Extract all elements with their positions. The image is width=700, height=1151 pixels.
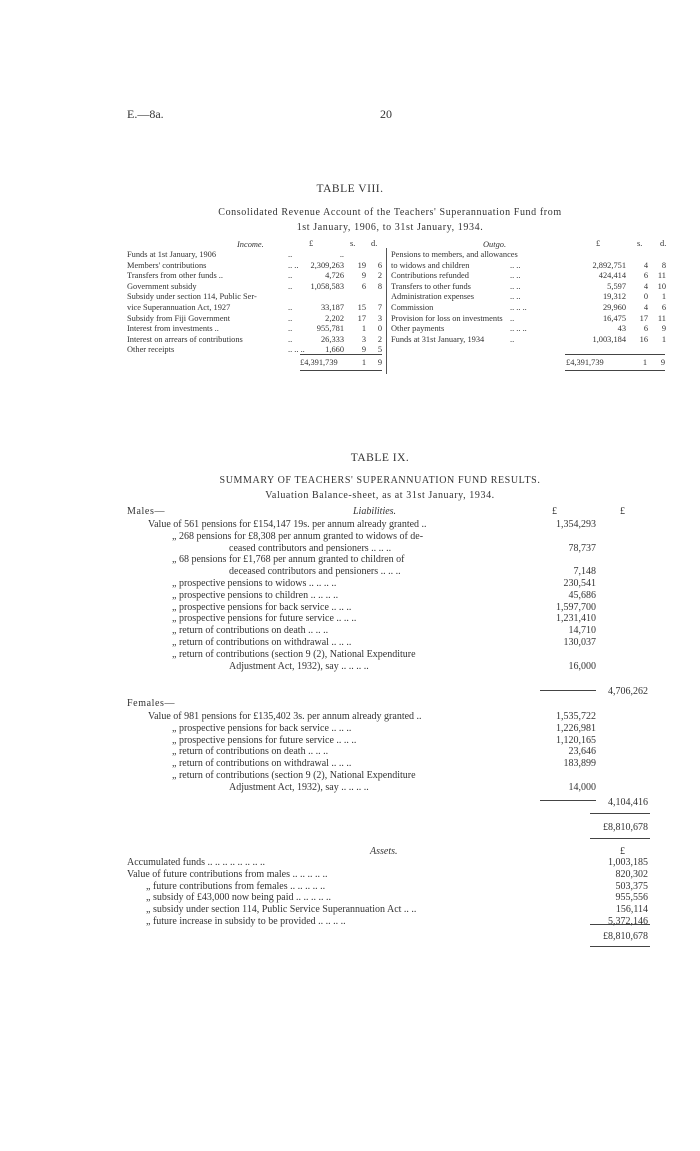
liability-line: ceased contributors and pensioners .. .. .. bbox=[229, 542, 392, 554]
income-col-pounds: £ bbox=[309, 239, 314, 248]
liability-value: 230,541 bbox=[563, 578, 596, 589]
asset-value: 156,114 bbox=[615, 904, 648, 916]
outgo-item-label: Administration expenses bbox=[391, 292, 475, 302]
column-divider bbox=[386, 248, 387, 374]
liability-value: 130,037 bbox=[563, 637, 596, 648]
income-item-pence: 6 bbox=[377, 260, 382, 270]
outgo-total-pence: 9 bbox=[660, 358, 665, 367]
income-item-pence: 3 bbox=[377, 313, 382, 323]
liability-line: „ return of contributions (section 9 (2), National Expenditure bbox=[172, 770, 416, 781]
liability-line: „ return of contributions on withdrawal .. .. .. bbox=[172, 637, 352, 648]
assets-total-double-rule bbox=[590, 946, 650, 947]
liability-value: 23,646 bbox=[568, 746, 596, 758]
liability-value: 78,737 bbox=[568, 542, 596, 554]
income-item-dots: .. bbox=[288, 271, 293, 281]
outgo-item-pence: 1 bbox=[661, 334, 666, 344]
outgo-item-label: to widows and children bbox=[391, 260, 470, 270]
assets-header: Assets. bbox=[370, 846, 398, 857]
outgo-item-pounds: 16,475 bbox=[602, 313, 626, 323]
liability-value: 14,000 bbox=[568, 781, 596, 793]
income-item-label: Other receipts bbox=[127, 345, 175, 355]
income-col-shillings: s. bbox=[350, 239, 356, 248]
income-item-dots: .. bbox=[288, 303, 293, 312]
outgo-item-shillings: 16 bbox=[639, 334, 648, 344]
liability-line: „ return of contributions (section 9 (2), National Expenditure bbox=[172, 648, 416, 660]
outgo-item-shillings: 4 bbox=[643, 260, 648, 270]
table8-subtitle-line2: 1st January, 1906, to 31st January, 1934. bbox=[296, 222, 484, 233]
table9-valuation-subtitle: Valuation Balance-sheet, as at 31st January, 1934. bbox=[265, 490, 495, 501]
income-total-rule bbox=[300, 354, 382, 355]
asset-value: 1,003,185 bbox=[608, 857, 648, 868]
assets-col-header: £ bbox=[620, 846, 625, 857]
outgo-item-shillings: 4 bbox=[643, 303, 648, 312]
income-total-pounds: £4,391,739 bbox=[300, 358, 338, 367]
outgo-item-dots: .. .. .. bbox=[510, 324, 527, 334]
income-col-pence: d. bbox=[371, 239, 378, 248]
outgo-total-shillings: 1 bbox=[642, 358, 647, 367]
outgo-item-shillings: 0 bbox=[643, 292, 648, 302]
outgo-total-rule bbox=[565, 354, 665, 355]
income-item-shillings: 3 bbox=[361, 334, 366, 344]
outgo-item-pounds: 5,597 bbox=[607, 281, 626, 291]
outgo-item-label: Funds at 31st January, 1934 bbox=[391, 334, 485, 344]
asset-label: „ subsidy under section 114, Public Service Superannuation Act .. .. bbox=[146, 904, 417, 916]
income-item-dots: .. bbox=[288, 334, 293, 344]
liabilities-header: Liabilities. bbox=[353, 506, 397, 517]
outgo-item-shillings: 6 bbox=[643, 271, 648, 281]
income-item-label: Members' contributions bbox=[127, 260, 207, 270]
liability-line: „ prospective pensions for future service .. .. .. bbox=[172, 613, 357, 625]
asset-label: Accumulated funds .. .. .. .. .. .. .. .. bbox=[127, 857, 266, 868]
asset-label: „ future contributions from females .. .. .. .. .. bbox=[146, 880, 326, 892]
liability-line: „ prospective pensions for back service .. .. .. bbox=[172, 722, 352, 734]
males-label: Males— bbox=[127, 506, 166, 517]
income-item-pounds: 2,202 bbox=[325, 313, 344, 323]
liability-value: 14,710 bbox=[568, 625, 596, 637]
outgo-item-pence: 10 bbox=[657, 281, 666, 291]
outgo-item-pence: 11 bbox=[657, 313, 666, 323]
liabilities-total-double-rule bbox=[590, 838, 650, 839]
income-item-shillings: 1 bbox=[361, 324, 366, 334]
liability-line: „ prospective pensions for future service .. .. .. bbox=[172, 734, 357, 746]
liability-line: deceased contributors and pensioners .. .. .. bbox=[229, 566, 401, 578]
outgo-item-label: Pensions to members, and allowances bbox=[391, 250, 518, 259]
liabilities-total: £8,810,678 bbox=[603, 822, 648, 833]
liability-line: Adjustment Act, 1932), say .. .. .. .. bbox=[229, 781, 369, 793]
income-item-dots: .. .. .. bbox=[288, 345, 305, 355]
asset-label: „ future increase in subsidy to be provided .. .. .. .. bbox=[146, 916, 346, 927]
liability-value: 45,686 bbox=[568, 589, 596, 601]
outgo-header: Outgo. bbox=[483, 240, 507, 249]
table8-title: TABLE VIII. bbox=[316, 183, 384, 195]
income-item-dots: .. .. bbox=[288, 260, 299, 270]
asset-label: Value of future contributions from males .. .. .. .. .. bbox=[127, 868, 328, 880]
table9-title: TABLE IX. bbox=[350, 452, 410, 464]
table8-subtitle-line1: Consolidated Revenue Account of the Teachers' Superannuation Fund from bbox=[218, 207, 562, 218]
females-total: 4,104,416 bbox=[608, 797, 648, 808]
liability-line: „ 68 pensions for £1,768 per annum granted to children of bbox=[172, 554, 405, 566]
females-subtotal-rule bbox=[540, 800, 596, 801]
outgo-item-dots: .. .. bbox=[510, 281, 521, 291]
outgo-item-pounds: 1,003,184 bbox=[592, 334, 626, 344]
outgo-item-dots: .. .. bbox=[510, 271, 521, 281]
income-item-dots: .. bbox=[288, 324, 293, 334]
income-item-dots: .. bbox=[288, 250, 293, 259]
outgo-item-dots: .. bbox=[510, 313, 515, 323]
income-item-pounds: 33,187 bbox=[320, 303, 344, 312]
income-item-pence: 8 bbox=[377, 281, 382, 291]
assets-total: £8,810,678 bbox=[603, 931, 648, 942]
income-item-label: Funds at 1st January, 1906 bbox=[127, 250, 217, 259]
income-item-pounds: 4,726 bbox=[325, 271, 344, 281]
outgo-item-dots: .. .. bbox=[510, 260, 521, 270]
asset-label: „ subsidy of £43,000 now being paid .. .. .. .. .. bbox=[146, 892, 331, 904]
outgo-item-label: Transfers to other funds bbox=[391, 281, 471, 291]
income-item-pence: 7 bbox=[377, 303, 382, 312]
outgo-item-pounds: 43 bbox=[617, 324, 626, 334]
income-item-label: vice Superannuation Act, 1927 bbox=[127, 303, 231, 312]
income-item-pence: 0 bbox=[377, 324, 382, 334]
col2-pounds-header: £ bbox=[620, 506, 625, 517]
income-item-label: Subsidy under section 114, Public Ser- bbox=[127, 292, 257, 302]
income-header: Income. bbox=[237, 240, 264, 249]
income-item-shillings: 17 bbox=[357, 313, 366, 323]
income-item-pounds: 26,333 bbox=[320, 334, 344, 344]
page-reference: E.—8a. bbox=[127, 107, 164, 121]
outgo-item-pence: 8 bbox=[661, 260, 666, 270]
income-item-label: Interest from investments .. bbox=[127, 324, 219, 334]
income-total-shillings: 1 bbox=[361, 358, 366, 367]
income-item-shillings: 9 bbox=[361, 345, 366, 355]
outgo-item-pounds: 2,892,751 bbox=[592, 260, 626, 270]
outgo-item-pence: 9 bbox=[661, 324, 666, 334]
table9-subtitle: SUMMARY OF TEACHERS' SUPERANNUATION FUND RESULTS. bbox=[219, 475, 541, 486]
outgo-item-pence: 6 bbox=[661, 303, 666, 312]
liability-line: Value of 561 pensions for £154,147 19s. per annum already granted .. bbox=[148, 519, 427, 530]
outgo-item-pounds: 424,414 bbox=[598, 271, 626, 281]
income-item-pounds: 1,660 bbox=[325, 345, 344, 355]
income-item-label: Subsidy from Fiji Government bbox=[127, 313, 231, 323]
outgo-item-pounds: 19,312 bbox=[602, 292, 626, 302]
income-item-label: Government subsidy bbox=[127, 281, 197, 291]
outgo-item-label: Other payments bbox=[391, 324, 445, 334]
outgo-item-dots: .. .. bbox=[510, 292, 521, 302]
outgo-item-label: Commission bbox=[391, 303, 434, 312]
liability-value: 1,226,981 bbox=[556, 722, 596, 734]
females-label: Females— bbox=[127, 698, 176, 709]
liability-line: „ return of contributions on death .. .. .. bbox=[172, 625, 329, 637]
income-item-pounds: 955,781 bbox=[316, 324, 344, 334]
liability-value: 1,535,722 bbox=[556, 711, 596, 722]
assets-total-rule bbox=[590, 924, 650, 925]
asset-value: 955,556 bbox=[615, 892, 648, 904]
liability-value: 1,597,700 bbox=[556, 601, 596, 613]
income-item-pence: 2 bbox=[377, 334, 382, 344]
col1-pounds-header: £ bbox=[552, 506, 557, 517]
income-item-shillings: 9 bbox=[361, 271, 366, 281]
income-item-pence: 5 bbox=[377, 345, 382, 355]
asset-value: 503,375 bbox=[615, 880, 648, 892]
outgo-col-shillings: s. bbox=[637, 239, 643, 248]
males-total: 4,706,262 bbox=[608, 686, 648, 697]
income-item-dots: .. bbox=[288, 281, 293, 291]
outgo-item-pence: 11 bbox=[657, 271, 666, 281]
liability-value: 1,231,410 bbox=[556, 613, 596, 625]
liability-value: 16,000 bbox=[568, 660, 596, 672]
outgo-total-pounds: £4,391,739 bbox=[566, 358, 604, 367]
outgo-item-shillings: 4 bbox=[643, 281, 648, 291]
liability-value: 1,120,165 bbox=[556, 734, 596, 746]
outgo-total-double-rule bbox=[565, 370, 665, 371]
asset-value: 5,372,146 bbox=[608, 916, 648, 927]
outgo-item-shillings: 17 bbox=[639, 313, 648, 323]
liability-line: „ return of contributions on withdrawal .. .. .. bbox=[172, 758, 352, 770]
income-item-pounds: .. bbox=[339, 250, 344, 259]
income-item-pounds: 1,058,583 bbox=[310, 281, 344, 291]
income-item-pounds: 2,309,263 bbox=[310, 260, 344, 270]
liability-line: „ prospective pensions to widows .. .. .. .. bbox=[172, 578, 337, 589]
liability-value: 7,148 bbox=[573, 566, 596, 578]
outgo-col-pence: d. bbox=[660, 239, 667, 248]
income-item-shillings: 6 bbox=[361, 281, 366, 291]
outgo-item-dots: .. bbox=[510, 334, 515, 344]
liability-line: „ return of contributions on death .. .. .. bbox=[172, 746, 329, 758]
outgo-item-label: Contributions refunded bbox=[391, 271, 469, 281]
income-total-pence: 9 bbox=[377, 358, 382, 367]
page-number: 20 bbox=[380, 107, 392, 121]
liability-value: 183,899 bbox=[563, 758, 596, 770]
outgo-col-pounds: £ bbox=[596, 239, 601, 248]
liability-line: „ prospective pensions to children .. .. .. .. bbox=[172, 589, 339, 601]
income-item-pence: 2 bbox=[377, 271, 382, 281]
asset-value: 820,302 bbox=[615, 868, 648, 880]
income-item-shillings: 19 bbox=[357, 260, 366, 270]
income-total-double-rule bbox=[300, 370, 382, 371]
liability-value: 1,354,293 bbox=[556, 519, 596, 530]
outgo-item-label: Provision for loss on investments bbox=[391, 313, 503, 323]
income-item-dots: .. bbox=[288, 313, 293, 323]
liabilities-total-rule bbox=[590, 813, 650, 814]
outgo-item-dots: .. .. .. bbox=[510, 303, 527, 312]
income-item-shillings: 15 bbox=[357, 303, 366, 312]
outgo-item-shillings: 6 bbox=[643, 324, 648, 334]
outgo-item-pence: 1 bbox=[661, 292, 666, 302]
income-item-label: Interest on arrears of contributions bbox=[127, 334, 243, 344]
income-item-label: Transfers from other funds .. bbox=[127, 271, 223, 281]
males-subtotal-rule bbox=[540, 690, 596, 691]
outgo-item-pounds: 29,960 bbox=[602, 303, 626, 312]
liability-line: Adjustment Act, 1932), say .. .. .. .. bbox=[229, 660, 369, 672]
liability-line: „ 268 pensions for £8,308 per annum granted to widows of de- bbox=[172, 530, 424, 542]
liability-line: „ prospective pensions for back service .. .. .. bbox=[172, 601, 352, 613]
liability-line: Value of 981 pensions for £135,402 3s. per annum already granted .. bbox=[148, 711, 422, 722]
